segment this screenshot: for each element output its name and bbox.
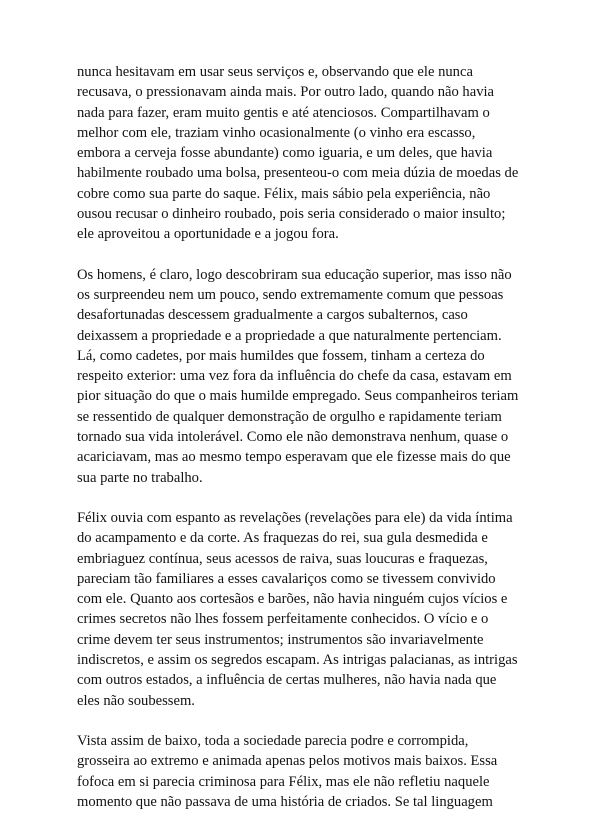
text-line: acariciavam, mas ao mesmo tempo esperavam que ele fizesse mais do que — [77, 449, 511, 466]
text-line: com outros estados, a influência de certas mulheres, não havia nada que — [77, 672, 497, 689]
paragraph-2 — [77, 265, 532, 488]
text-line: embora a cerveja fosse abundante) como iguaria, e um deles, que havia — [77, 145, 493, 162]
text-line: fofoca em si parecia criminosa para Félix, mas ele não refletiu naquele — [77, 773, 490, 790]
paragraph-4 — [77, 731, 532, 812]
text-line: se ressentido de qualquer demonstração de orgulho e rapidamente teriam — [77, 408, 502, 425]
text-line: desafortunadas descessem gradualmente a cargos subalternos, caso — [77, 307, 468, 324]
text-line: indiscretos, e assim os segredos escapam. As intrigas palacianas, as intrigas — [77, 652, 518, 669]
text-line: nunca hesitavam em usar seus serviços e, observando que ele nunca — [77, 64, 473, 80]
paragraph-3 — [77, 508, 532, 711]
text-line: tornado sua vida intolerável. Como ele não demonstrava nenhum, quase o — [77, 429, 509, 446]
text-line: ele aproveitou a oportunidade e a jogou fora. — [77, 226, 339, 243]
text-line: crimes secretos não lhes fossem perfeitamente conhecidos. O vício e o — [77, 611, 489, 628]
text-line: pareciam tão familiares a esses cavalariços como se tivessem convivido — [77, 570, 496, 587]
text-line: habilmente roubado uma bolsa, presenteou-o com meia dúzia de moedas de — [77, 165, 519, 182]
text-line: momento que não passava de uma história de criados. Se tal linguagem — [77, 793, 493, 810]
text-line: deixassem a propriedade e a propriedade a que naturalmente pertenciam. — [77, 327, 502, 344]
text-line: Os homens, é claro, logo descobriram sua educação superior, mas isso não — [77, 266, 512, 283]
text-line: com ele. Quanto aos cortesãos e barões, não havia ninguém cujos vícios e — [77, 591, 508, 608]
text-line: sua parte no trabalho. — [77, 469, 203, 486]
text-line: recusava, o pressionavam ainda mais. Por outro lado, quando não havia — [77, 84, 495, 101]
text-line: Vista assim de baixo, toda a sociedade parecia podre e corrompida, — [77, 732, 469, 749]
text-line: pior situação do que o mais humilde empregado. Seus companheiros teriam — [77, 388, 519, 405]
text-line: os surpreendeu nem um pouco, sendo extremamente comum que pessoas — [77, 286, 504, 303]
text-line: respeito exterior: uma vez fora da influência do chefe da casa, estavam em — [77, 368, 512, 385]
text-line: cobre como sua parte do saque. Félix, mais sábio pela experiência, não — [77, 185, 491, 202]
document-page — [77, 62, 532, 832]
text-line: eles não soubessem. — [77, 692, 195, 709]
text-line: do acampamento e da corte. As fraquezas do rei, sua gula desmedida e — [77, 530, 488, 547]
text-line: Lá, como cadetes, por mais humildes que fossem, tinham a certeza do — [77, 347, 485, 364]
text-line: nada para fazer, eram muito gentis e até atenciosos. Compartilhavam o — [77, 104, 490, 121]
paragraph-1 — [77, 62, 532, 245]
text-line: Félix ouvia com espanto as revelações (revelações para ele) da vida íntima — [77, 509, 513, 526]
text-line: embriaguez contínua, seus acessos de raiva, suas loucuras e fraquezas, — [77, 550, 488, 567]
text-line: melhor com ele, traziam vinho ocasionalmente (o vinho era escasso, — [77, 124, 476, 141]
text-line: grosseira ao extremo e animada apenas pelos motivos mais baixos. Essa — [77, 753, 498, 770]
text-line: crime devem ter seus instrumentos; instrumentos são invariavelmente — [77, 631, 484, 648]
text-line: ousou recusar o dinheiro roubado, pois seria considerado o maior insulto; — [77, 206, 506, 223]
